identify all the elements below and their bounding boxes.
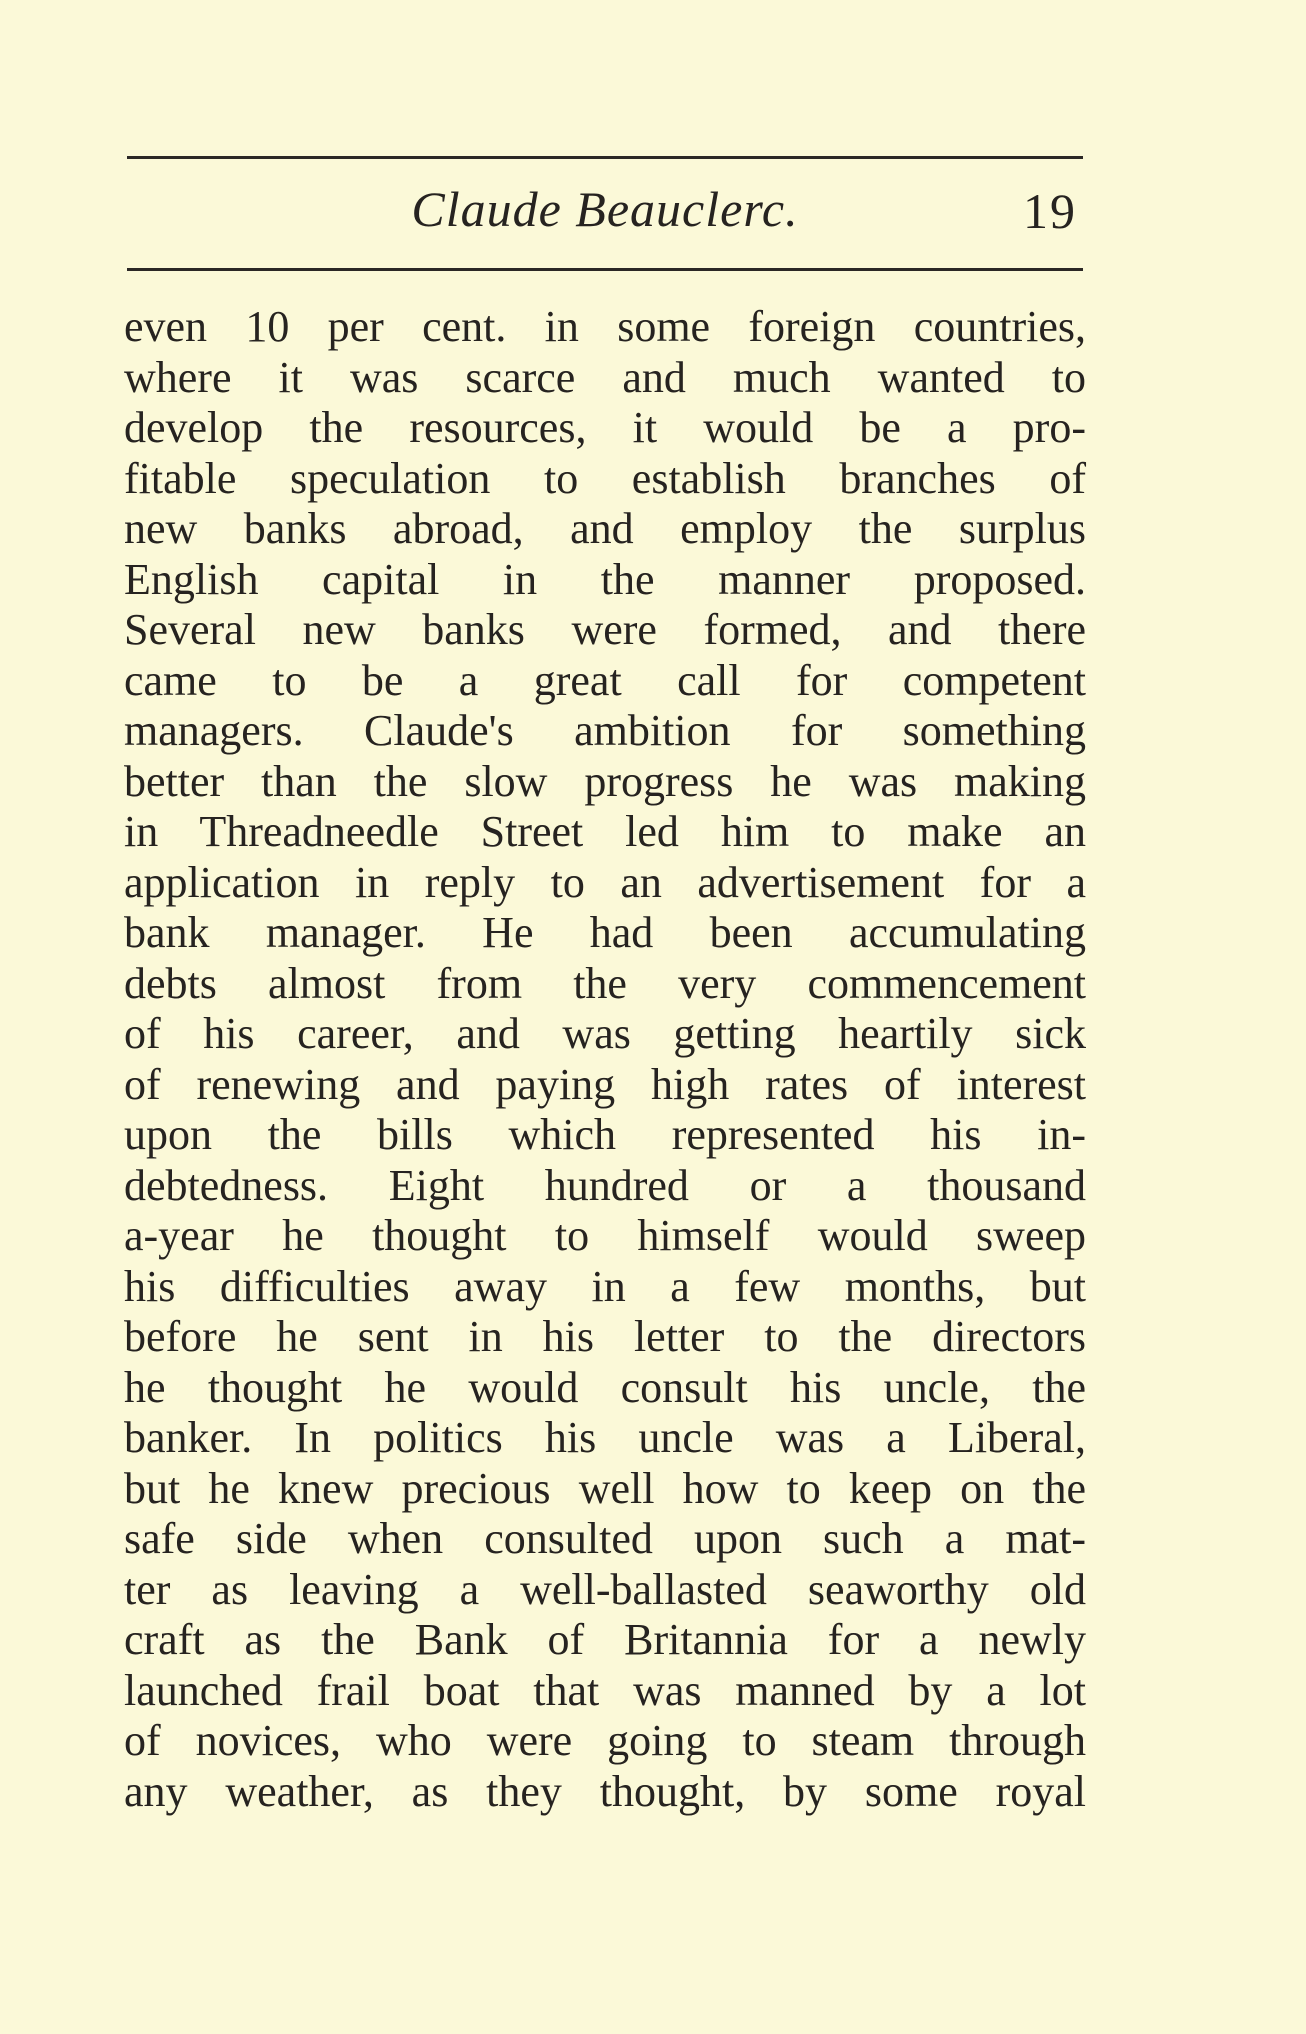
text-line: craft as the Bank of Britannia for a newly (124, 1615, 1086, 1664)
text-line: he thought he would consult his uncle, the (124, 1362, 1086, 1412)
text-line: debtedness. Eight hundred or a thousand (124, 1160, 1086, 1210)
text-line: but he knew precious well how to keep on the (124, 1463, 1086, 1513)
text-line: launched frail boat that was manned by a lot (124, 1665, 1086, 1715)
text-line: English capital in the manner proposed. (124, 554, 1086, 604)
text-line: managers. Claude's ambition for something (124, 706, 1086, 755)
text-line: in Threadneedle Street led him to make an (124, 807, 1086, 856)
header-top-rule (127, 156, 1083, 159)
running-title: Claude Beauclerc. (411, 181, 799, 237)
text-line: before he sent in his letter to the directors (124, 1312, 1086, 1361)
text-line: safe side when consulted upon such a mat- (124, 1514, 1086, 1563)
page-number: 19 (1023, 183, 1077, 239)
text-line: of renewing and paying high rates of interest (124, 1059, 1086, 1109)
text-line: even 10 per cent. in some foreign countries, (124, 302, 1086, 351)
text-line: bank manager. He had been accumulating (124, 908, 1086, 957)
text-line: of his career, and was getting heartily sick (124, 1009, 1086, 1058)
text-line: banker. In politics his uncle was a Liberal, (124, 1413, 1086, 1462)
running-head (127, 178, 1083, 248)
text-line: upon the bills which represented his in- (124, 1110, 1086, 1159)
text-line: where it was scarce and much wanted to (124, 352, 1086, 402)
text-line: of novices, who were going to steam through (124, 1716, 1086, 1765)
text-line: his difficulties away in a few months, but (124, 1261, 1086, 1311)
text-line: fitable speculation to establish branches of (124, 453, 1086, 503)
text-line: develop the resources, it would be a pro- (124, 403, 1086, 452)
text-line: debts almost from the very commencement (124, 958, 1086, 1008)
text-line: application in reply to an advertisement for a (124, 857, 1086, 907)
text-line: ter as leaving a well-ballasted seaworthy old (124, 1564, 1086, 1614)
text-line: any weather, as they thought, by some royal (124, 1766, 1086, 1816)
body-text (124, 302, 1086, 1817)
text-line: Several new banks were formed, and there (124, 605, 1086, 654)
header-bottom-rule (127, 268, 1083, 271)
text-line: better than the slow progress he was making (124, 756, 1086, 806)
text-line: a-year he thought to himself would sweep (124, 1211, 1086, 1260)
text-line: new banks abroad, and employ the surplus (124, 504, 1086, 553)
text-line: came to be a great call for competent (124, 655, 1086, 705)
